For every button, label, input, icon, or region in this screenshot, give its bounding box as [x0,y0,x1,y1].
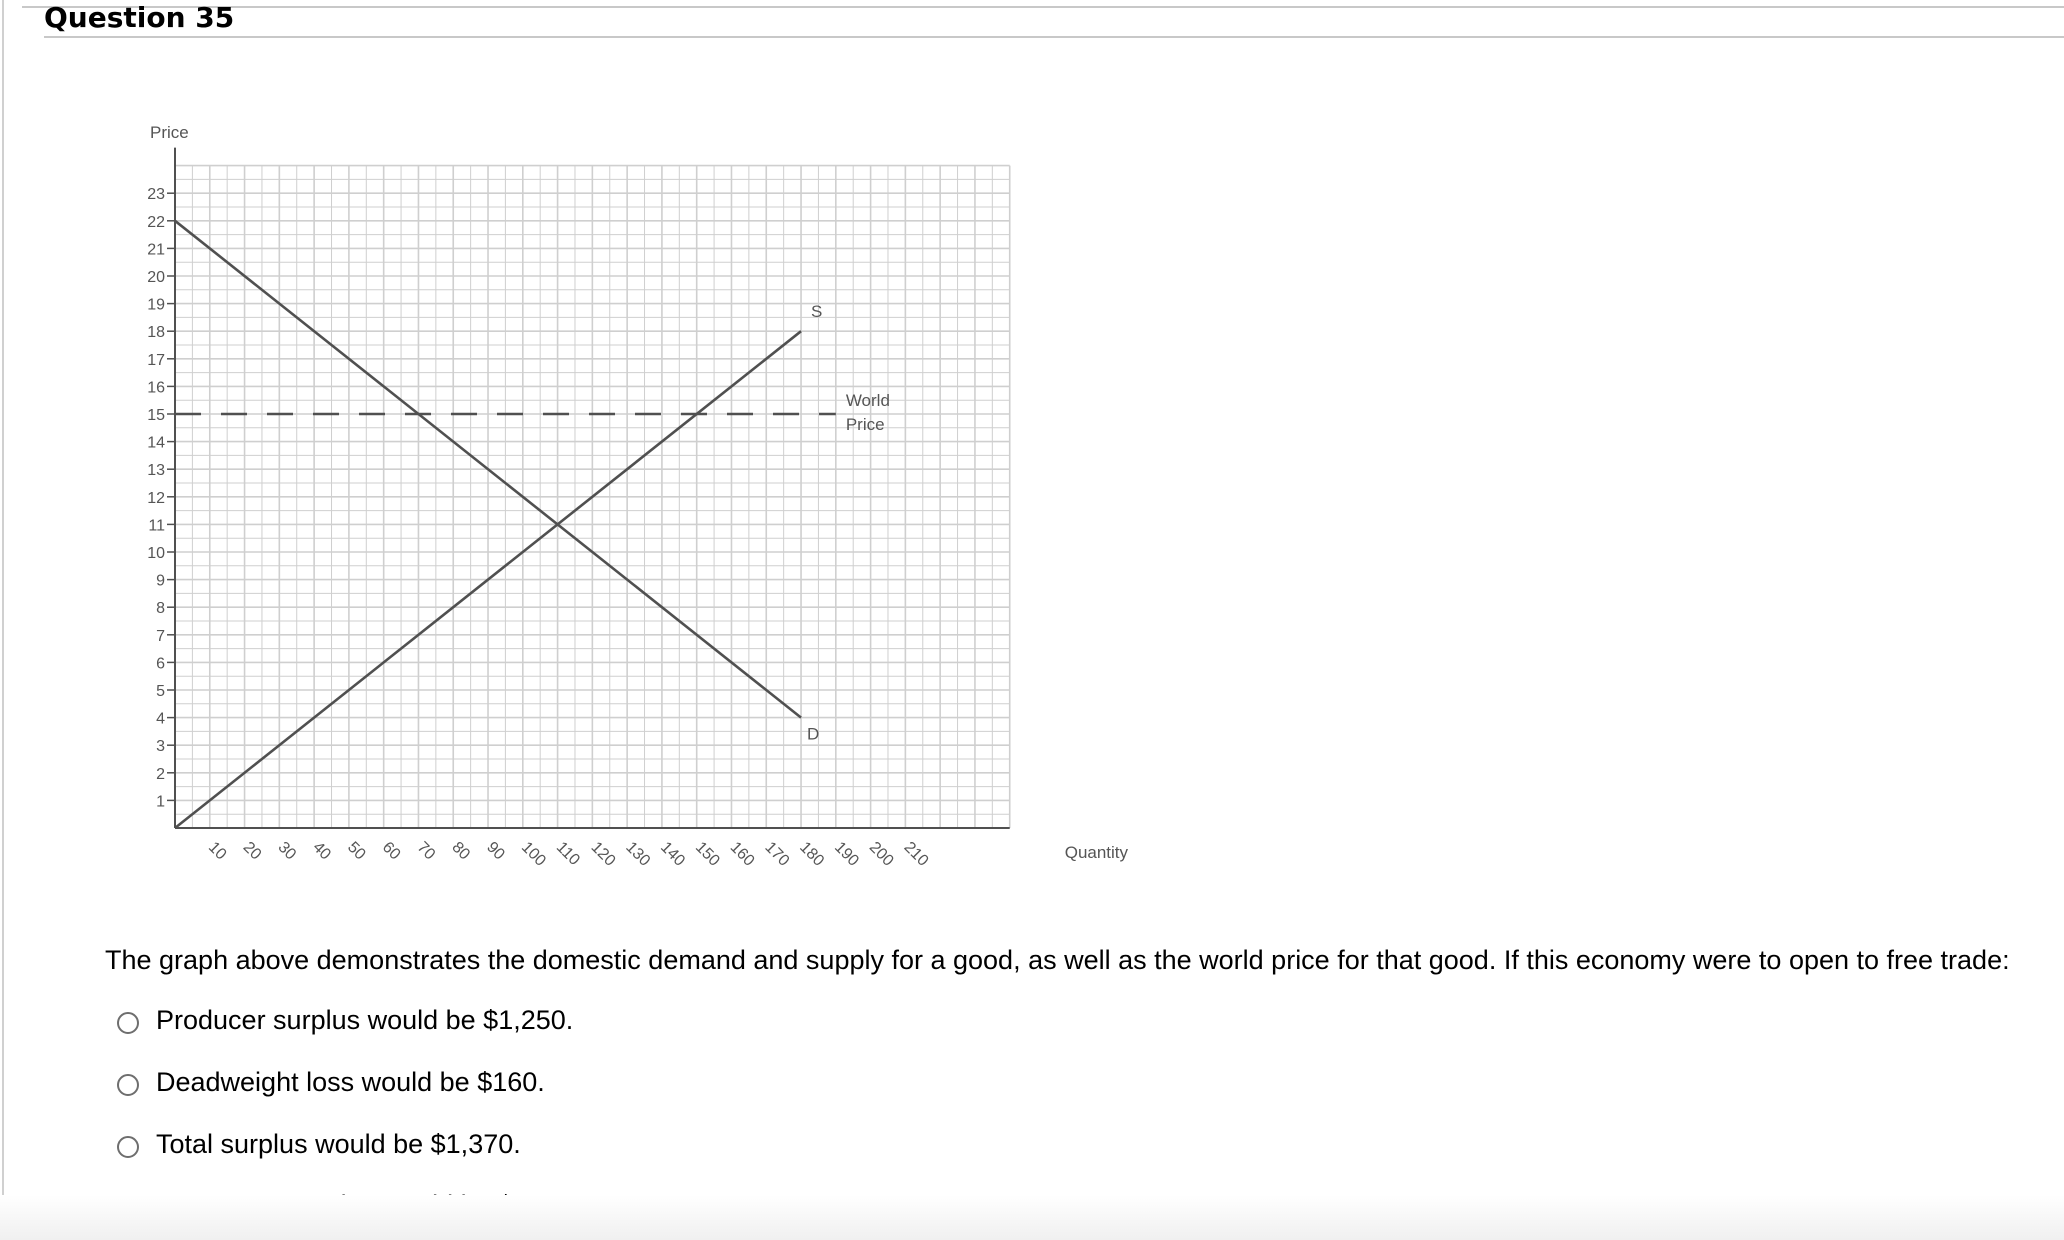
y-tick-label: 2 [156,765,165,783]
y-tick-label: 22 [147,213,165,231]
y-tick-label: 5 [156,683,165,700]
radio-button[interactable] [117,1136,139,1158]
y-tick-label: 14 [147,434,165,452]
question-title: Question 35 [44,1,235,34]
x-tick-label: 70 [413,838,439,864]
answer-option-2[interactable] [112,1062,812,1102]
radio-button[interactable] [117,1012,139,1034]
x-tick-label: 210 [900,838,932,870]
x-tick-label: 170 [761,838,793,870]
y-tick-label: 19 [147,296,165,314]
bottom-shade [0,1195,2064,1240]
world-price-label: Price [845,415,885,434]
x-tick-label: 40 [309,838,334,864]
x-tick-label: 120 [587,838,619,870]
x-tick-label: 180 [796,838,828,870]
y-tick-label: 18 [147,324,165,342]
y-tick-label: 7 [156,627,165,645]
x-axis-label: Quantity [1064,843,1129,862]
x-tick-label: 200 [865,838,897,870]
y-tick-label: 4 [156,710,165,728]
x-tick-label: 130 [622,838,654,870]
answer-option-3[interactable] [112,1124,812,1164]
y-tick-label: 9 [156,572,165,590]
answer-option-label: Deadweight loss would be $160. [156,1067,545,1097]
y-tick-label: 23 [147,186,165,204]
x-tick-label: 100 [517,838,549,870]
x-tick-label: 190 [830,838,862,870]
y-tick-label: 10 [147,545,165,562]
x-tick-label: 110 [552,838,583,869]
x-tick-label: 160 [726,838,758,870]
x-tick-label: 60 [378,838,404,864]
y-axis-label: Price [150,123,189,142]
y-tick-label: 6 [156,655,165,673]
answer-option-label: Producer surplus would be $1,250. [156,1005,574,1035]
x-tick-label: 90 [483,838,508,864]
y-tick-label: 16 [147,379,165,397]
question-prompt: The graph above demonstrates the domestic demand and supply for a good, as well as the world price for that good. If this economy were to open to free trade: [105,945,2010,975]
answer-option-label: Total surplus would be $1,370. [156,1129,521,1159]
x-tick-label: 150 [691,838,723,870]
x-tick-label: 50 [344,838,369,864]
x-tick-label: 30 [274,838,300,864]
demand-curve-label: D [807,724,820,744]
x-tick-label: 10 [204,838,230,864]
y-tick-label: 13 [147,462,165,480]
y-tick-label: 11 [148,517,165,535]
y-tick-label: 8 [156,600,165,618]
answer-option-1[interactable] [112,1000,812,1040]
radio-button[interactable] [117,1074,139,1096]
world-price-label: World [845,391,890,410]
y-tick-label: 1 [156,793,165,811]
y-tick-label: 15 [147,407,165,424]
x-tick-label: 80 [448,838,474,864]
y-tick-label: 21 [147,241,165,259]
y-tick-label: 3 [156,738,165,756]
x-tick-label: 140 [657,838,688,870]
supply-curve-label: S [811,302,823,322]
y-tick-label: 12 [147,489,165,507]
y-tick-label: 20 [147,269,165,286]
x-tick-label: 20 [239,838,265,864]
y-tick-label: 17 [147,351,165,369]
